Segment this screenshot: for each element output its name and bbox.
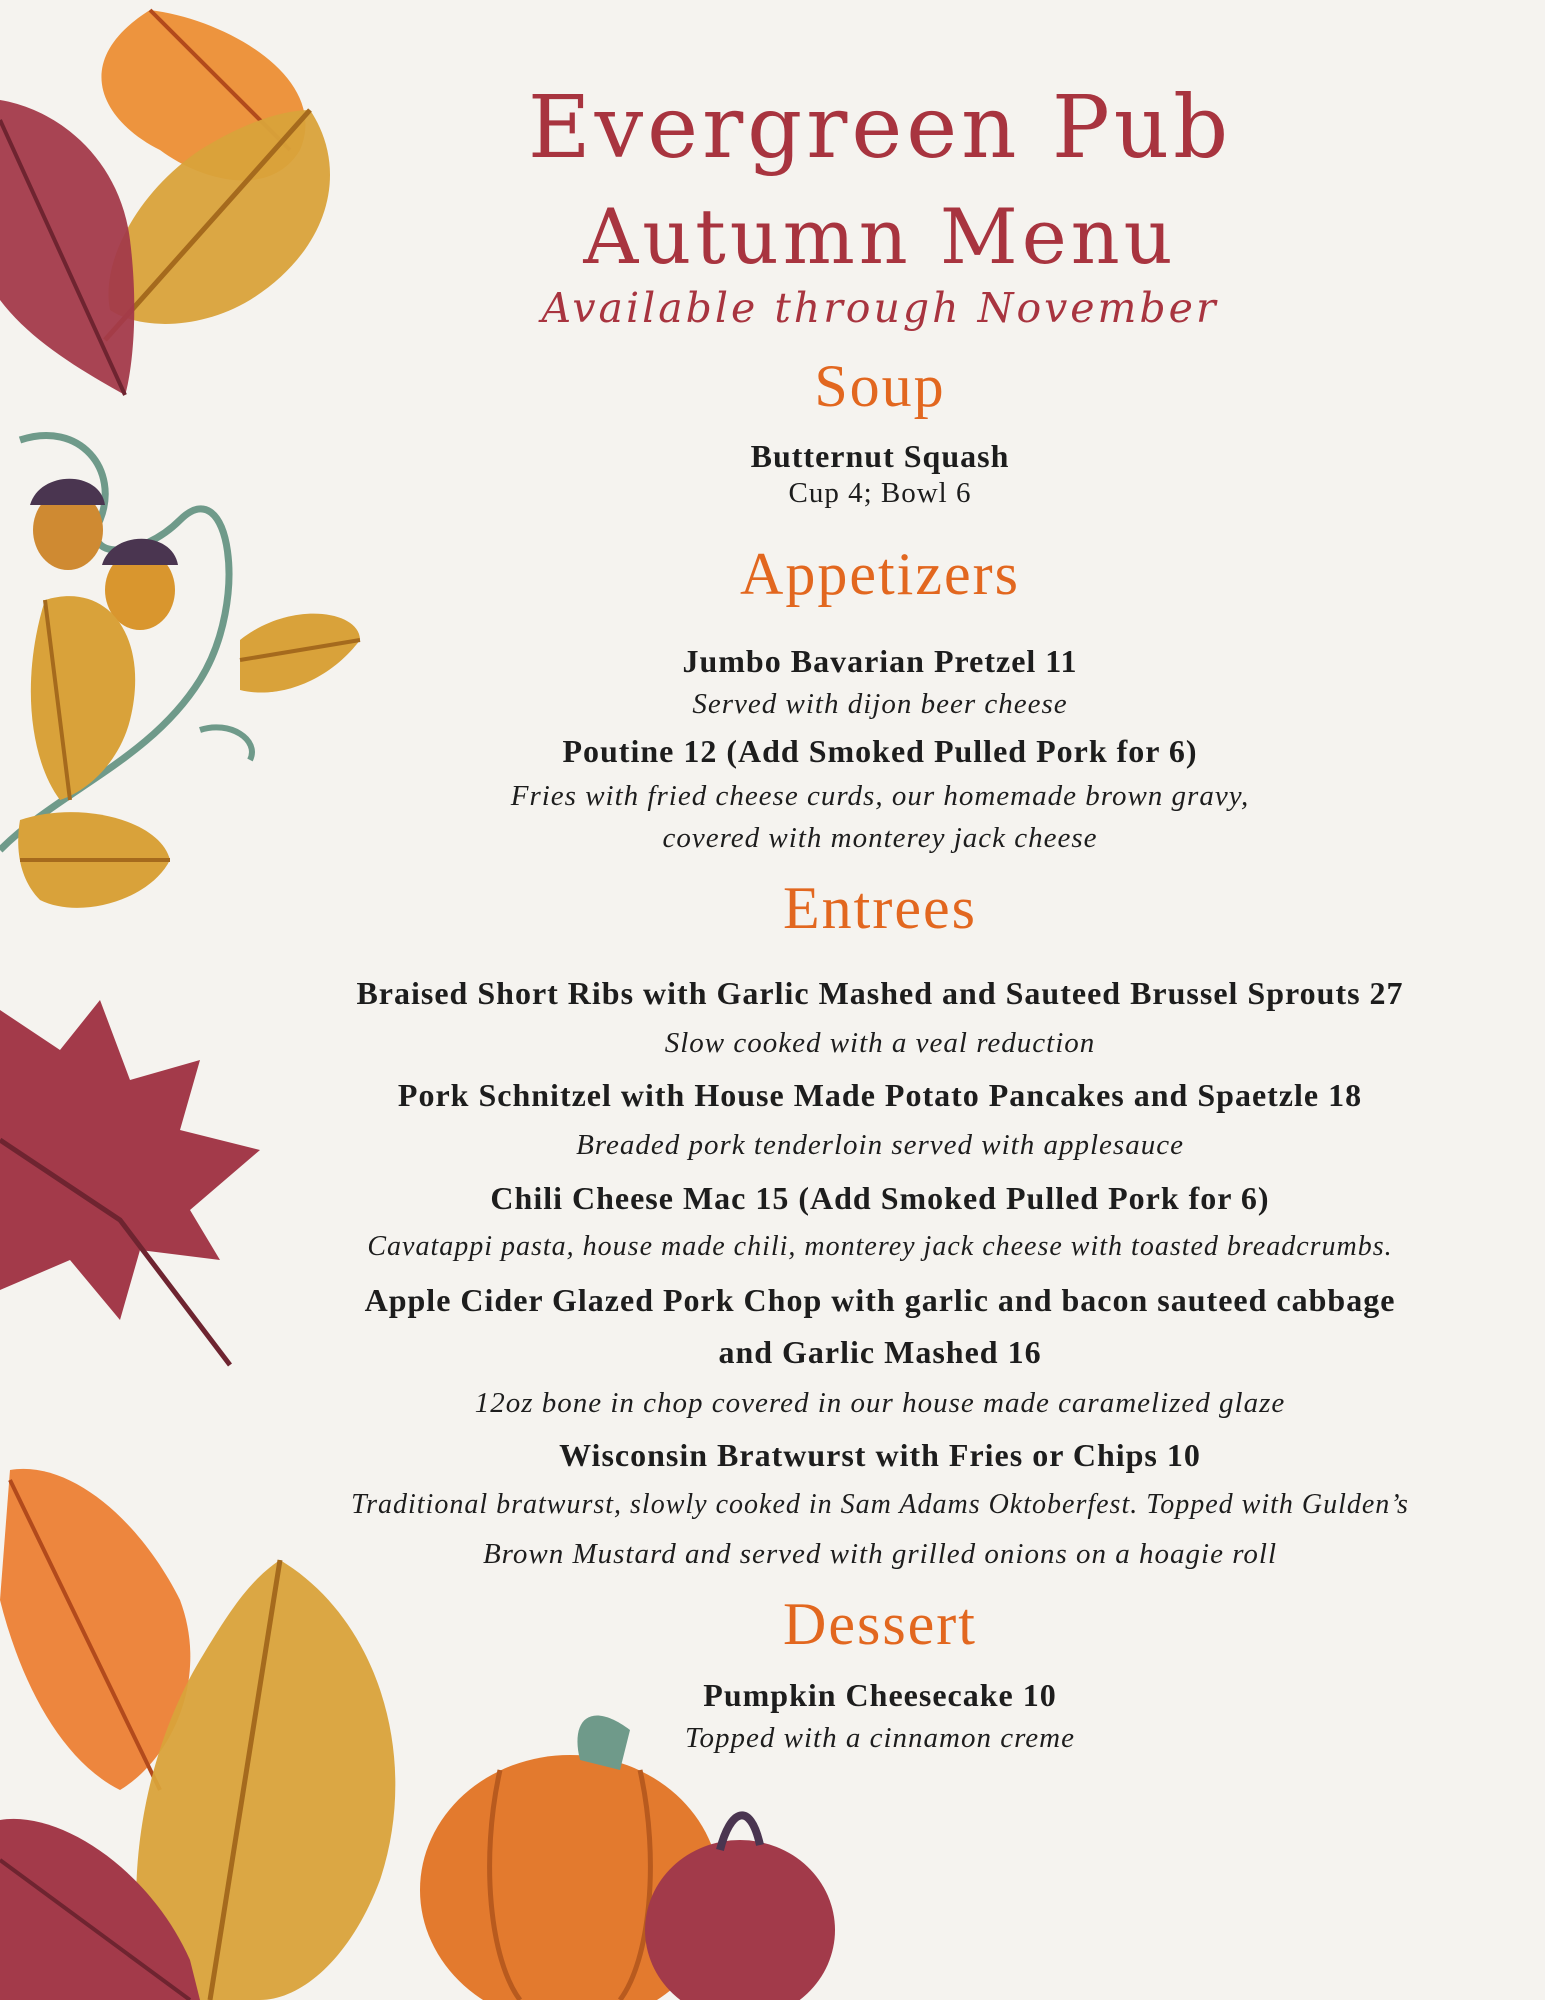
menu-item-price: Cup 4; Bowl 6: [788, 477, 972, 509]
menu-item-name: Jumbo Bavarian Pretzel 11: [682, 643, 1078, 679]
menu-item-name: Pumpkin Cheesecake 10: [703, 1677, 1057, 1713]
maple-leaf-icon: [0, 1000, 260, 1365]
menu-item-name: Chili Cheese Mac 15 (Add Smoked Pulled Pork for 6): [490, 1180, 1270, 1216]
oak-leaf-icon: [18, 812, 170, 908]
menu-item-description: Slow cooked with a veal reduction: [664, 1027, 1096, 1059]
oak-leaf-icon: [0, 1469, 190, 1790]
pumpkin-icon: [420, 1716, 720, 2000]
menu-title: Autumn Menu: [583, 192, 1177, 281]
oak-leaf-icon: [31, 596, 135, 800]
menu-item-description: Brown Mustard and served with grilled onions on a hoagie roll: [482, 1538, 1278, 1570]
menu-item-name: Poutine 12 (Add Smoked Pulled Pork for 6): [562, 733, 1198, 769]
menu-item-description: Breaded pork tenderloin served with applesauce: [576, 1129, 1184, 1161]
menu-item-description: Traditional bratwurst, slowly cooked in Sam Adams Oktoberfest. Topped with Gulden’s: [351, 1489, 1409, 1520]
menu-item-description: Served with dijon beer cheese: [692, 688, 1068, 720]
menu-item-description: 12oz bone in chop covered in our house made caramelized glaze: [474, 1387, 1286, 1419]
oak-leaf-icon: [0, 100, 134, 395]
acorn-icon: [30, 479, 105, 570]
section-heading-soup: Soup: [814, 353, 946, 419]
menu-item-name: Braised Short Ribs with Garlic Mashed and Sauteed Brussel Sprouts 27: [356, 975, 1404, 1011]
menu-item-name: Butternut Squash: [750, 438, 1010, 474]
oak-leaf-icon: [0, 1819, 200, 2000]
menu-item-name: Pork Schnitzel with House Made Potato Pancakes and Spaetzle 18: [397, 1077, 1363, 1113]
section-heading-dessert: Dessert: [783, 1591, 977, 1657]
pumpkin-icon: [645, 1815, 835, 2000]
section-heading-entrees: Entrees: [783, 875, 977, 941]
menu-item-description: Topped with a cinnamon creme: [685, 1722, 1075, 1754]
vine-icon: [0, 435, 252, 850]
menu-item-description: Cavatappi pasta, house made chili, monterey jack cheese with toasted breadcrumbs.: [367, 1231, 1393, 1262]
menu-item-name: Wisconsin Bratwurst with Fries or Chips 10: [559, 1437, 1201, 1473]
menu-item-description: Fries with fried cheese curds, our homemade brown gravy,: [510, 780, 1250, 812]
section-heading-appetizers: Appetizers: [740, 541, 1020, 607]
menu-subtitle: Available through November: [541, 284, 1219, 332]
acorn-icon: [102, 539, 178, 630]
page-title: Evergreen Pub: [527, 78, 1233, 178]
menu-item-name: and Garlic Mashed 16: [718, 1334, 1042, 1370]
menu-item-description: covered with monterey jack cheese: [662, 822, 1098, 854]
menu-item-name: Apple Cider Glazed Pork Chop with garlic and bacon sauteed cabbage: [364, 1282, 1396, 1318]
